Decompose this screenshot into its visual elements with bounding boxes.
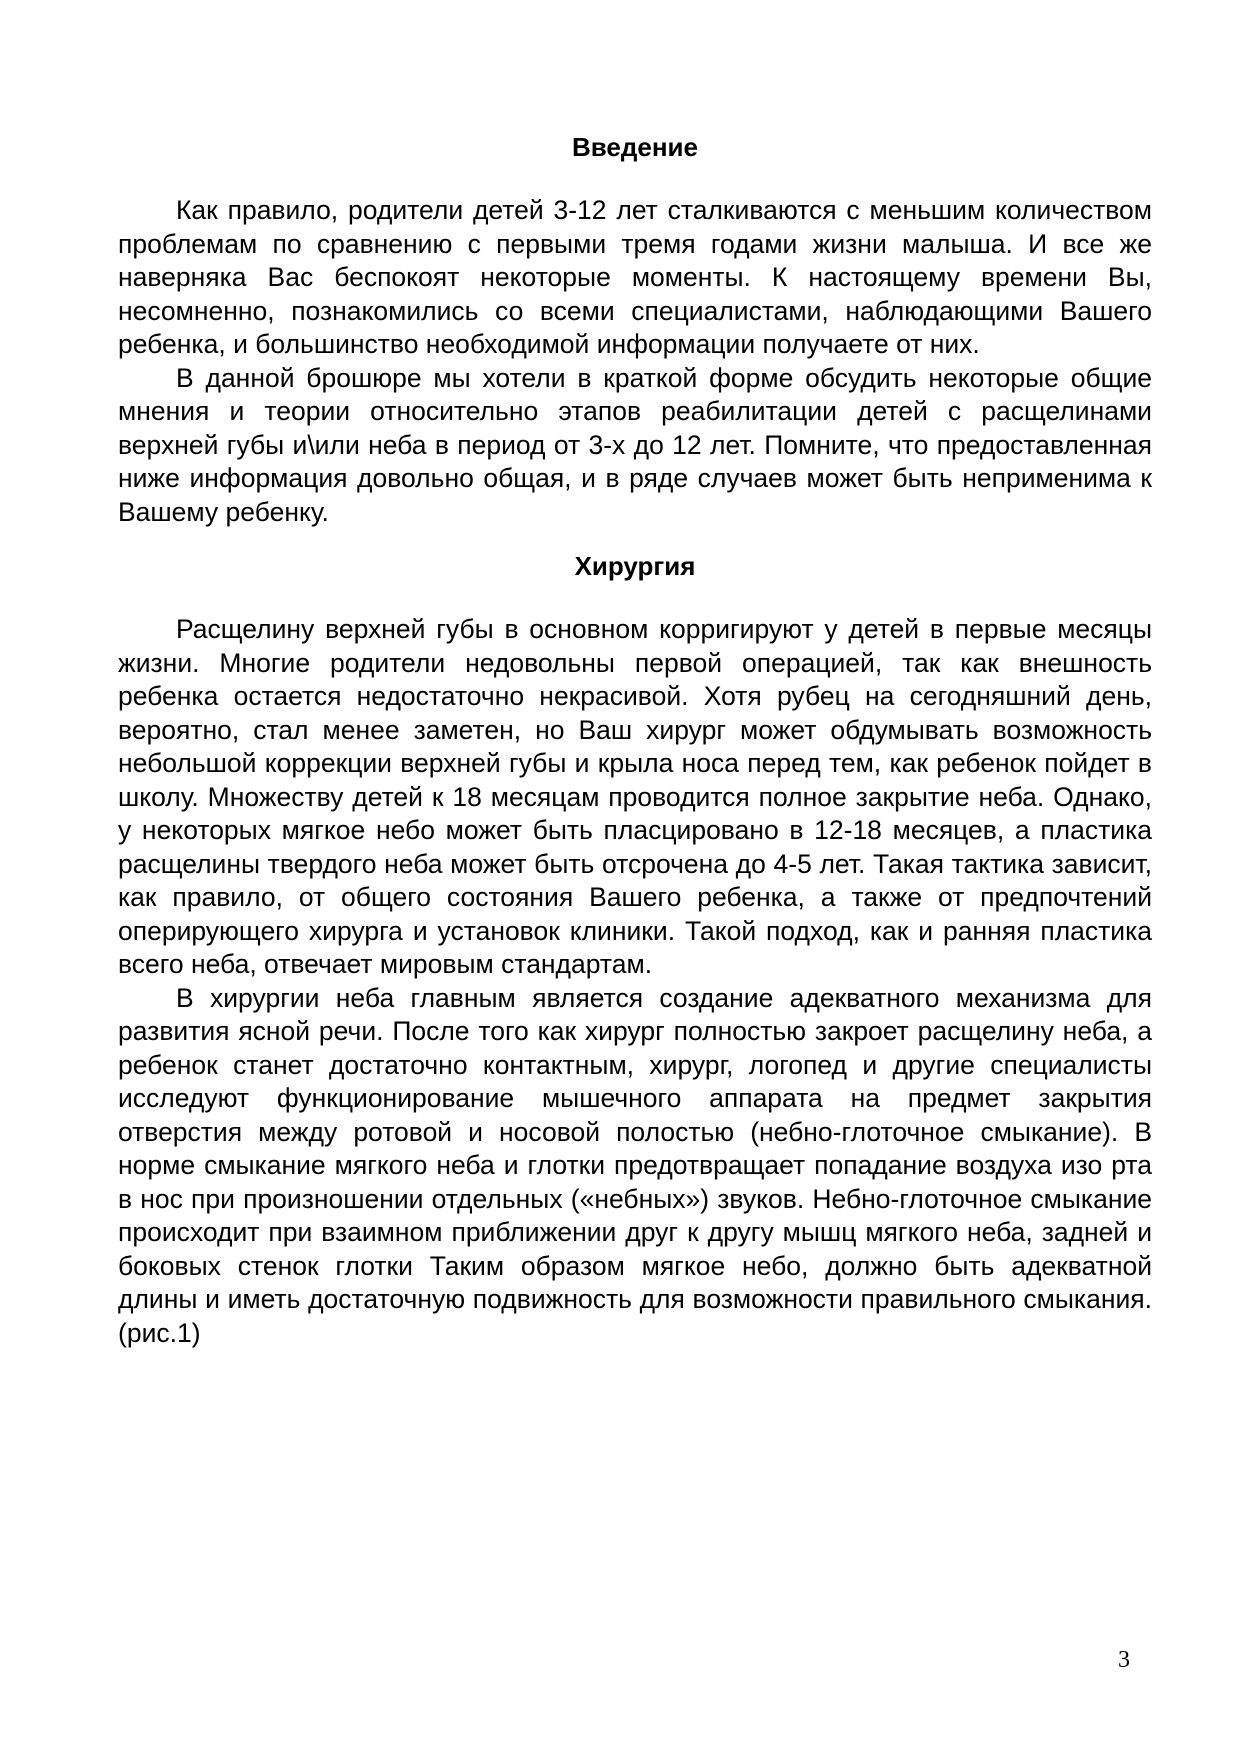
paragraph: Как правило, родители детей 3-12 лет сталкиваются с меньшим количеством проблемам по сравнению с первыми тремя годами жизни малыша. И все же наверняка Вас беспокоят некоторые моменты. К настоящему времени Вы, несомненно, познакомились со всеми специалистами, наблюдающими Вашего ребенка, и большинство необходимой информации получаете от них.	[118, 195, 1152, 359]
page-number: 3	[1118, 1647, 1130, 1673]
section-title-surgery: Хирургия	[574, 551, 696, 581]
section-introduction-body	[118, 194, 1152, 529]
page-content	[118, 130, 1152, 1350]
section-title-introduction: Введение	[572, 132, 698, 162]
paragraph: Расщелину верхней губы в основном корригируют у детей в первые месяцы жизни. Многие родители недовольны первой операцией, так как внешность ребенка остается недостаточно некрасивой. Хотя рубец на сегодняшний день, вероятно, стал менее заметен, но Ваш хирург может обдумывать возможность небольшой коррекции верхней губы и крыла носа перед тем, как ребенок пойдет в школу. Множеству детей к 18 месяцам проводится полное закрытие неба. Однако, у некоторых мягкое небо может быть пласцировано в 12-18 месяцев, а пластика расщелины твердого неба может быть отсрочена до 4-5 лет. Такая тактика зависит, как правило, от общего состояния Вашего ребенка, а также от предпочтений оперирующего хирурга и установок клиники. Такой подход, как и ранняя пластика всего неба, отвечает мировым стандартам.	[118, 614, 1152, 979]
paragraph: В данной брошюре мы хотели в краткой форме обсудить некоторые общие мнения и теории относительно этапов реабилитации детей с расщелинами верхней губы и\или неба в период от 3-х до 12 лет. Помните, что предоставленная ниже информация довольно общая, и в ряде случаев может быть неприменима к Вашему ребенку.	[118, 362, 1152, 527]
paragraph: В хирургии неба главным является создание адекватного механизма для развития ясной речи. После того как хирург полностью закроет расщелину неба, а ребенок станет достаточно контактным, хирург, логопед и другие специалисты исследуют функционирование мышечного аппарата на предмет закрытия отверстия между ротовой и носовой полостью (небно-глоточное смыкание). В норме смыкание мягкого неба и глотки предотвращает попадание воздуха изо рта в нос при произношении отдельных («небных») звуков. Небно-глоточное смыкание происходит при взаимном приближении друг к другу мышц мягкого неба, задней и боковых стенок глотки Таким образом мягкое небо, должно быть адекватной длины и иметь достаточную подвижность для возможности правильного смыкания. (рис.1)	[118, 982, 1152, 1348]
section-surgery-body	[118, 613, 1152, 1350]
